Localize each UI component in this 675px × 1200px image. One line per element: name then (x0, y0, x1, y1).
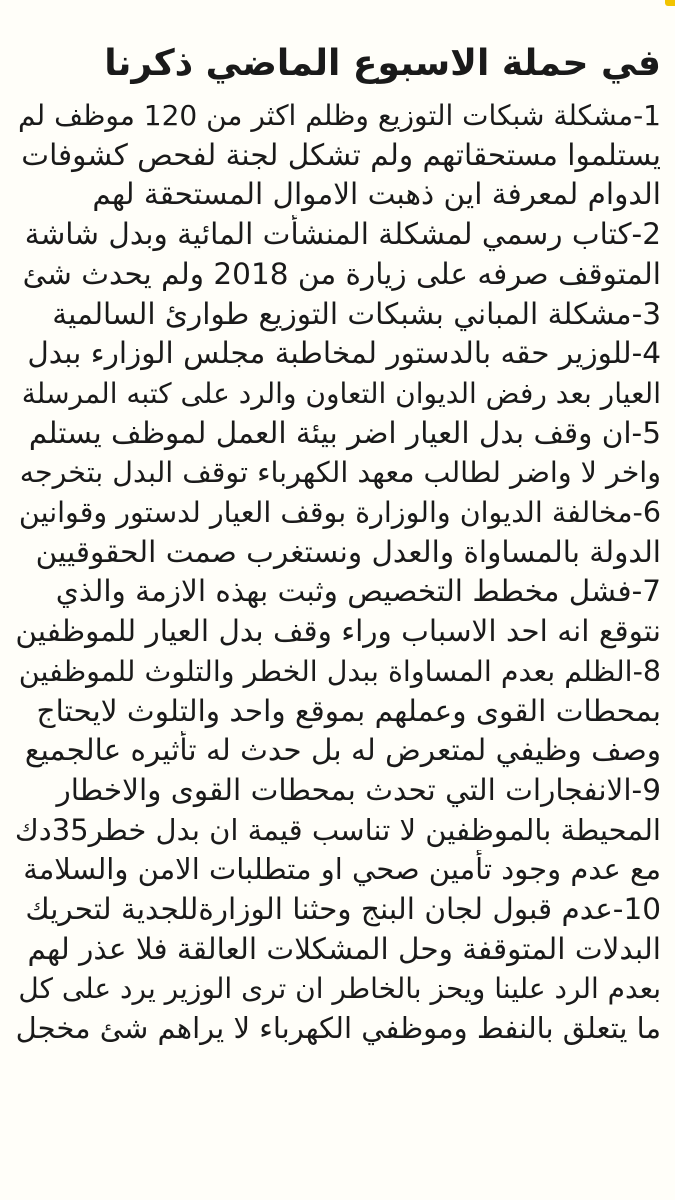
note-line: الدوام لمعرفة اين ذهبت الاموال المستحقة لهم (92, 177, 661, 212)
note-line: ما يتعلق بالنفط وموظفي الكهرباء لا يراهم شئ مخجل (15, 1011, 661, 1046)
note-line: 6-مخالفة الديوان والوزارة بوقف العيار لدستور وقوانين (18, 496, 661, 530)
note-line: البدلات المتوقفة وحل المشكلات العالقة فلا عذر لهم (27, 931, 661, 966)
note-line: 1-مشكلة شبكات التوزيع وظلم اكثر من 120 موظف لم (18, 99, 661, 132)
note-title: في حملة الاسبوع الماضي ذكرنا (104, 43, 661, 84)
note-line: المتوقف صرفه على زيارة من 2018 ولم يحدث شئ (22, 256, 661, 291)
note-line: واخر لا واضر لطالب معهد الكهرباء توقف البدل بتخرجه (19, 456, 661, 490)
note-line: مع عدم وجود تأمين صحي او متطلبات الامن والسلامة (23, 852, 661, 887)
note-line: 7-فشل مخطط التخصيص وثبت بهذه الازمة والذي (55, 574, 661, 609)
note-line: بمحطات القوى وعملهم بموقع واحد والتلوث لايحتاج (36, 693, 661, 728)
note-line: 2-كتاب رسمي لمشكلة المنشأت المائية وبدل شاشة (24, 217, 661, 252)
note-line: 5-ان وقف بدل العيار اضر بيئة العمل لموظف يستلم (28, 415, 661, 450)
note-line: العيار بعد رفض الديوان التعاون والرد على كتبه المرسلة (21, 376, 661, 410)
note-line: بعدم الرد علينا ويحز بالخاطر ان ترى الوزير يرد على كل (18, 972, 661, 1006)
note-line: 3-مشكلة المباني بشبكات التوزيع طوارئ السالمية (52, 296, 661, 331)
note-line: 4-للوزير حقه بالدستور لمخاطبة مجلس الوزارء ببدل (27, 336, 661, 371)
note-line: يستلموا مستحقاتهم ولم تشكل لجنة لفحص كشوفات (21, 137, 661, 172)
note-line: 8-الظلم بعدم المساواة ببدل الخطر والتلوث للموظفين (18, 654, 661, 688)
note-line: الدولة بالمساواة والعدل ونستغرب صمت الحقوقيين (35, 534, 661, 569)
note-line: وصف وظيفي لمتعرض له بل حدث له تأثيره عالجميع (24, 733, 661, 768)
note-line: المحيطة بالموظفين لا تناسب قيمة ان بدل خطر35دك (14, 812, 661, 847)
note-line: 9-الانفجارات التي تحدث بمحطات القوى والاخطار (56, 772, 661, 807)
note-line: 10-عدم قبول لجان البنج وحثنا الوزارةللجدية لتحريك (25, 892, 661, 927)
note-line: نتوقع انه احد الاسباب وراء وقف بدل العيار للموظفين (15, 614, 661, 649)
note-lines (14, 96, 661, 1049)
notes-corner-marker (665, 0, 675, 6)
